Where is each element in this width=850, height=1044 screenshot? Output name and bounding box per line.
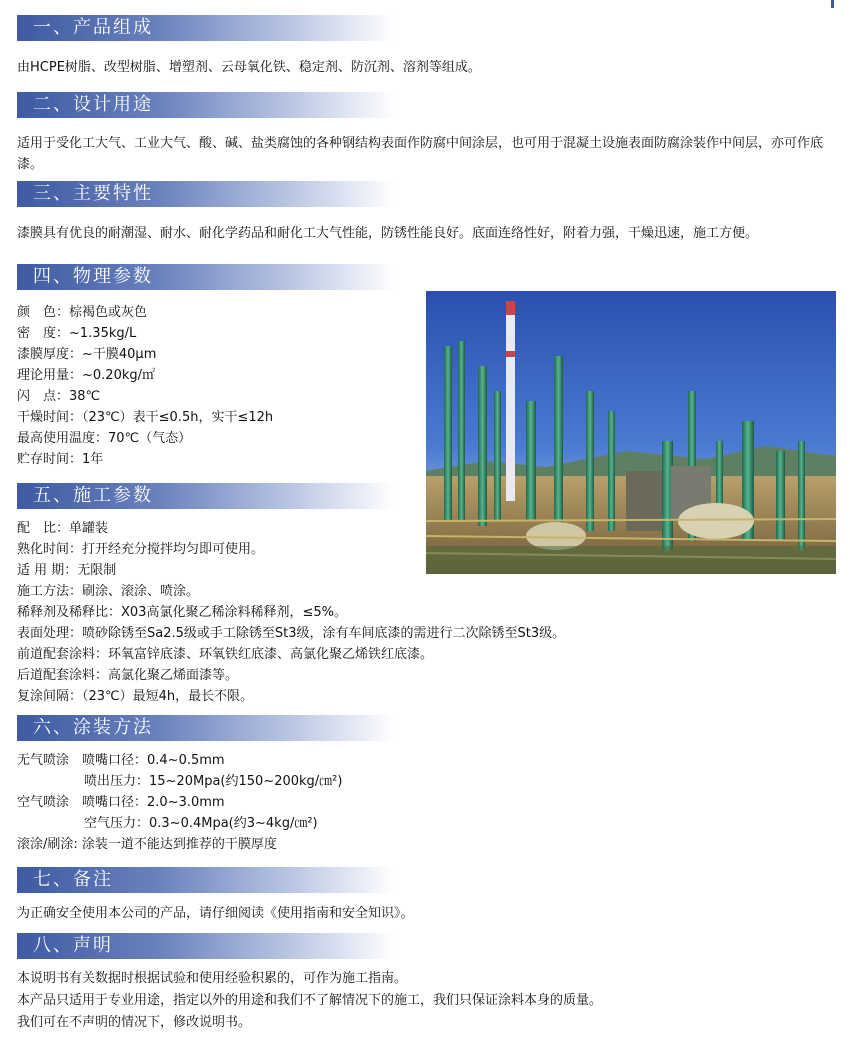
- section-header-composition: 一、产品组成: [17, 15, 395, 41]
- application-param-curing: 熟化时间：打开经充分搅拌均匀即可使用。: [17, 542, 265, 557]
- roller-brush-note: 滚涂/刷涂: 涂装一道不能达到推荐的干膜厚度: [17, 837, 277, 852]
- section-header-statement: 八、声明: [17, 933, 395, 959]
- features-text: 漆膜具有优良的耐潮湿、耐水、耐化学药品和耐化工大气性能，防锈性能良好。底面连络性好，附着力强，干燥迅速，施工方便。: [17, 226, 759, 241]
- section-header-usage: 二、设计用途: [17, 92, 395, 118]
- air-spray-nozzle: 空气喷涂 喷嘴口径：2.0~3.0mm: [17, 795, 225, 810]
- application-param-ratio: 配 比：单罐装: [17, 521, 109, 536]
- physical-param-density: 密 度：~1.35kg/L: [17, 326, 137, 341]
- application-param-thinner: 稀释剂及稀释比：X03高氯化聚乙稀涂料稀释剂，≤5%。: [17, 605, 347, 620]
- refinery-photo: [426, 291, 836, 574]
- physical-param-drying-time: 干燥时间：（23℃）表干≤0.5h，实干≤12h: [17, 410, 274, 425]
- statement-line-2: 本产品只适用于专业用途，指定以外的用途和我们不了解情况下的施工，我们只保证涂料本身的质量。: [17, 993, 603, 1008]
- physical-param-flash-point: 闪 点：38℃: [17, 389, 101, 404]
- remarks-text: 为正确安全使用本公司的产品，请仔细阅读《使用指南和安全知识》。: [17, 906, 414, 921]
- physical-param-storage: 贮存时间：1年: [17, 452, 104, 467]
- application-param-surface-prep: 表面处理：喷砂除锈至Sa2.5级或手工除锈至St3级，涂有车间底漆的需进行二次除锈至St3级。: [17, 626, 566, 641]
- statement-line-3: 我们可在不声明的情况下，修改说明书。: [17, 1015, 252, 1030]
- airless-spray-pressure: 喷出压力：15~20Mpa(约150~200kg/㎝²): [84, 774, 343, 789]
- usage-text: 适用于受化工大气、工业大气、酸、碱、盐类腐蚀的各种钢结构表面作防腐中间涂层，也可用于混凝土设施表面防腐涂装作中间层，亦可作底漆。: [17, 136, 824, 172]
- composition-text: 由HCPE树脂、改型树脂、增塑剂、云母氧化铁、稳定剂、防沉剂、溶剂等组成。: [17, 60, 481, 75]
- corner-accent-mark: [831, 0, 834, 8]
- statement-line-1: 本说明书有关数据时根据试验和使用经验积累的，可作为施工指南。: [17, 971, 408, 986]
- air-spray-pressure: 空气压力：0.3~0.4Mpa(约3~4kg/㎝²): [84, 816, 318, 831]
- application-param-pot-life: 适 用 期：无限制: [17, 563, 117, 578]
- section-header-application-params: 五、施工参数: [17, 483, 395, 509]
- section-header-physical-params: 四、物理参数: [17, 264, 395, 290]
- application-param-next-coat: 后道配套涂料：高氯化聚乙烯面漆等。: [17, 668, 239, 683]
- section-header-coating-methods: 六、涂装方法: [17, 715, 395, 741]
- application-param-method: 施工方法：刷涂、滚涂、喷涂。: [17, 584, 200, 599]
- application-param-recoat: 复涂间隔：（23℃）最短4h，最长不限。: [17, 689, 254, 704]
- physical-param-color: 颜 色：棕褐色或灰色: [17, 305, 148, 320]
- physical-param-max-temp: 最高使用温度：70℃（气态）: [17, 431, 192, 446]
- airless-spray-nozzle: 无气喷涂 喷嘴口径：0.4~0.5mm: [17, 753, 225, 768]
- section-header-remarks: 七、备注: [17, 867, 395, 893]
- physical-param-coverage: 理论用量：~0.20kg/㎡: [17, 368, 155, 383]
- section-header-features: 三、主要特性: [17, 181, 395, 207]
- physical-param-film-thickness: 漆膜厚度：~干膜40μm: [17, 347, 157, 362]
- application-param-prior-coat: 前道配套涂料：环氧富锌底漆、环氧铁红底漆、高氯化聚乙烯铁红底漆。: [17, 647, 434, 662]
